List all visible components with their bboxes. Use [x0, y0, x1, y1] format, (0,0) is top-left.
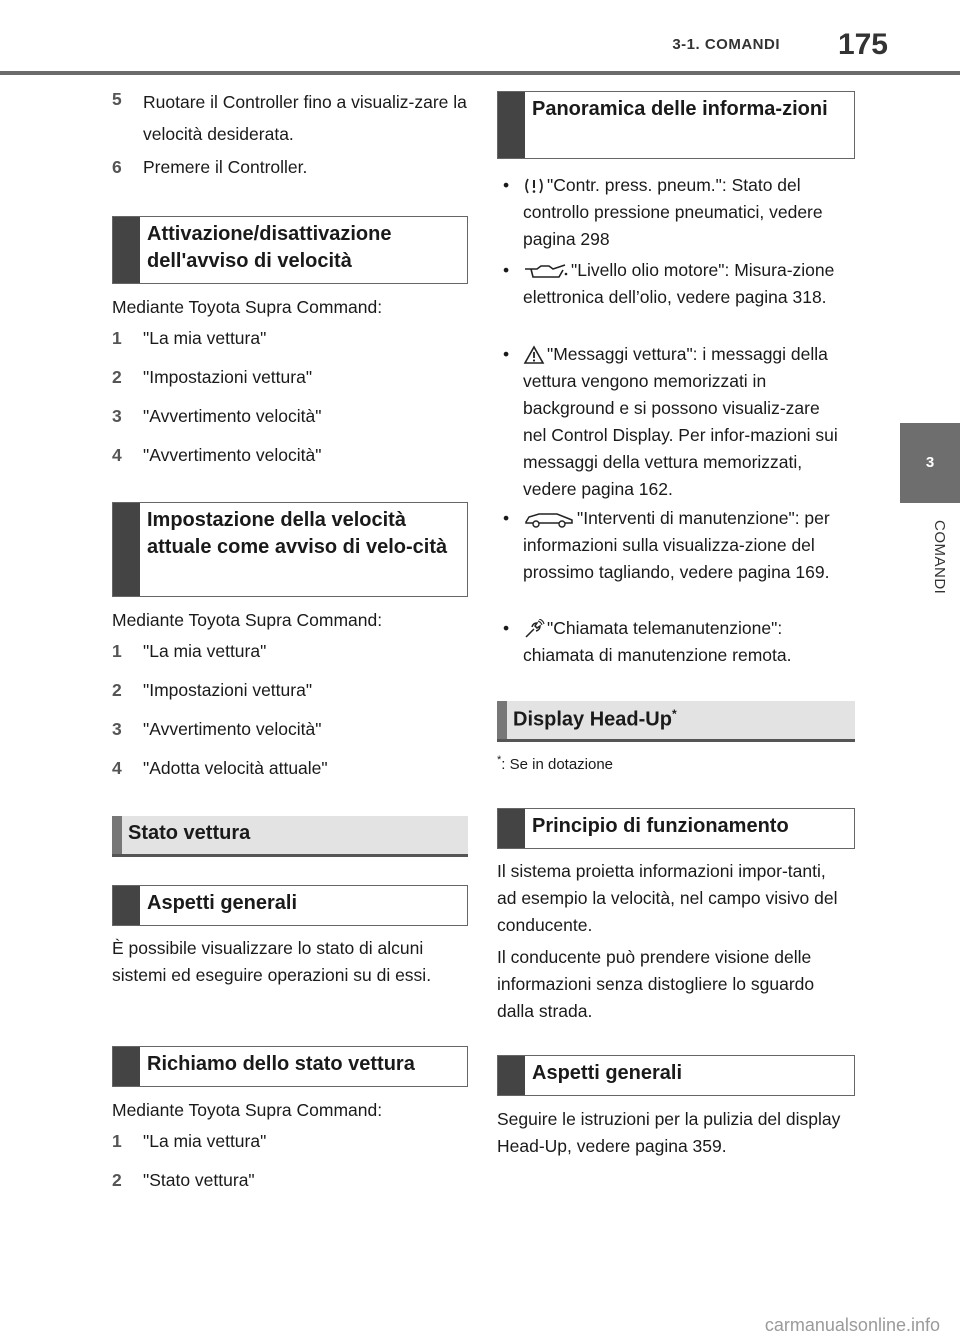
- step-text: "Avvertimento velocità": [143, 406, 322, 426]
- chapter-band: [112, 816, 468, 857]
- bullet-dot: •: [503, 618, 510, 638]
- heading-title: Principio di funzionamento: [532, 815, 789, 837]
- intro-text: Mediante Toyota Supra Command:: [112, 297, 383, 317]
- bullet-dot: •: [503, 175, 510, 195]
- section-heading: [497, 1055, 855, 1096]
- heading-bar: [113, 1047, 140, 1086]
- footnote-mark: *: [497, 754, 502, 766]
- car-service-icon: [523, 509, 575, 529]
- step-text: "Avvertimento velocità": [143, 445, 322, 465]
- body-text: Il sistema proietta informazioni impor-tanti, ad esempio la velocità, nel campo visivo del conducente.: [497, 861, 838, 935]
- heading-title: Attivazione/disattivazione dell'avviso di velocità: [147, 223, 392, 272]
- heading-bar: [113, 217, 140, 283]
- step-text: "Impostazioni vettura": [143, 680, 313, 700]
- body-text: Seguire le istruzioni per la pulizia del display Head-Up, vedere pagina 359.: [497, 1109, 841, 1156]
- list-item: [497, 505, 847, 586]
- step-item: [112, 1128, 266, 1155]
- warning-triangle-icon: [523, 345, 545, 365]
- step-text: Ruotare il Controller fino a visualiz-zare la velocità desiderata.: [143, 92, 467, 144]
- band-title: Stato vettura: [128, 822, 251, 844]
- step-item: [112, 755, 328, 782]
- step-item: [112, 1167, 255, 1194]
- wrench-call-icon: [523, 619, 545, 639]
- heading-title: Aspetti generali: [532, 1062, 683, 1084]
- chapter-band: [497, 701, 855, 742]
- step-text: "Stato vettura": [143, 1170, 255, 1190]
- list-item: [497, 341, 847, 503]
- list-item: [497, 615, 847, 669]
- step-text: Premere il Controller.: [143, 157, 308, 177]
- step-item: [112, 154, 468, 181]
- oil-level-icon: [523, 261, 569, 281]
- list-item-text: "Interventi di manutenzione": per informazioni sulla visualizza-zione del prossimo tagliando, vedere pagina 169.: [523, 508, 830, 582]
- heading-title: Impostazione della velocità attuale come avviso di velo-cità: [147, 509, 448, 558]
- section-heading: [497, 808, 855, 849]
- step-number: 4: [112, 758, 122, 778]
- page-header: [0, 0, 960, 80]
- step-number: 2: [112, 680, 122, 700]
- heading-bar: [498, 1056, 525, 1095]
- step-item: [112, 442, 321, 469]
- heading-title: Aspetti generali: [147, 892, 298, 914]
- step-number: 1: [112, 641, 122, 661]
- list-item: [497, 257, 847, 311]
- body-text: È possibile visualizzare lo stato di alcuni sistemi ed eseguire operazioni su di essi.: [112, 938, 432, 985]
- watermark: carmanualsonline.info: [764, 1315, 940, 1335]
- intro-text: Mediante Toyota Supra Command:: [112, 610, 383, 630]
- step-item: [112, 325, 266, 352]
- step-number: 3: [112, 406, 122, 426]
- header-divider: [0, 71, 960, 75]
- heading-bar: [498, 92, 525, 158]
- heading-bar: [113, 503, 140, 596]
- step-item: [112, 716, 321, 743]
- step-number: 2: [112, 367, 122, 387]
- band-mark: [112, 816, 122, 854]
- step-item: [112, 638, 266, 665]
- chapter-tab: 3: [900, 423, 960, 503]
- footnote-mark: *: [671, 707, 677, 721]
- section-title: 3-1. COMANDI: [672, 36, 780, 53]
- list-item-text: "Contr. press. pneum.": Stato del controllo pressione pneumatici, vedere pagina 298: [523, 175, 823, 249]
- heading-title: Panoramica delle informa-zioni: [532, 98, 828, 120]
- step-number: 4: [112, 445, 122, 465]
- band-mark: [497, 701, 507, 739]
- list-item-text: "Messaggi vettura": i messaggi della vettura vengono memorizzati in background e si possono visualiz-zare nel Control Display. Per infor-mazioni sui messaggi della vettura memorizzati, vedere pagina 162.: [523, 344, 838, 499]
- section-heading: [112, 216, 468, 284]
- bullet-dot: •: [503, 344, 510, 364]
- chapter-label: COMANDI: [931, 520, 948, 595]
- step-text: "La mia vettura": [143, 328, 267, 348]
- step-text: "Impostazioni vettura": [143, 367, 313, 387]
- intro-text: Mediante Toyota Supra Command:: [112, 1100, 383, 1120]
- step-item: [112, 364, 312, 391]
- page-number: 175: [837, 28, 888, 61]
- step-item: [112, 403, 321, 430]
- tire-pressure-icon: [523, 176, 545, 196]
- step-number: 1: [112, 328, 122, 348]
- step-text: "La mia vettura": [143, 641, 267, 661]
- section-heading: [112, 502, 468, 597]
- step-number: 5: [112, 89, 122, 109]
- heading-title: Richiamo dello stato vettura: [147, 1053, 415, 1075]
- footnote: [497, 754, 855, 773]
- band-title: [513, 707, 677, 732]
- section-heading: [497, 91, 855, 159]
- step-item: [112, 677, 312, 704]
- heading-bar: [113, 886, 140, 925]
- step-item: [112, 86, 468, 150]
- list-item-text: "Chiamata telemanutenzione": chiamata di manutenzione remota.: [523, 618, 792, 665]
- section-heading: [112, 885, 468, 926]
- bullet-dot: •: [503, 260, 510, 280]
- bullet-dot: •: [503, 508, 510, 528]
- band-title-text: Display Head-Up: [513, 708, 672, 731]
- heading-bar: [498, 809, 525, 848]
- step-number: 1: [112, 1131, 122, 1151]
- step-number: 2: [112, 1170, 122, 1190]
- step-text: "La mia vettura": [143, 1131, 267, 1151]
- step-number: 3: [112, 719, 122, 739]
- body-text: Il conducente può prendere visione delle informazioni senza distogliere lo sguardo dalla strada.: [497, 947, 815, 1021]
- step-text: "Avvertimento velocità": [143, 719, 322, 739]
- list-item-text: "Livello olio motore": Misura-zione elettronica dell’olio, vedere pagina 318.: [523, 260, 835, 307]
- step-text: "Adotta velocità attuale": [143, 758, 328, 778]
- list-item: [497, 172, 847, 253]
- section-heading: [112, 1046, 468, 1087]
- footnote-text: : Se in dotazione: [501, 756, 614, 773]
- step-number: 6: [112, 157, 122, 177]
